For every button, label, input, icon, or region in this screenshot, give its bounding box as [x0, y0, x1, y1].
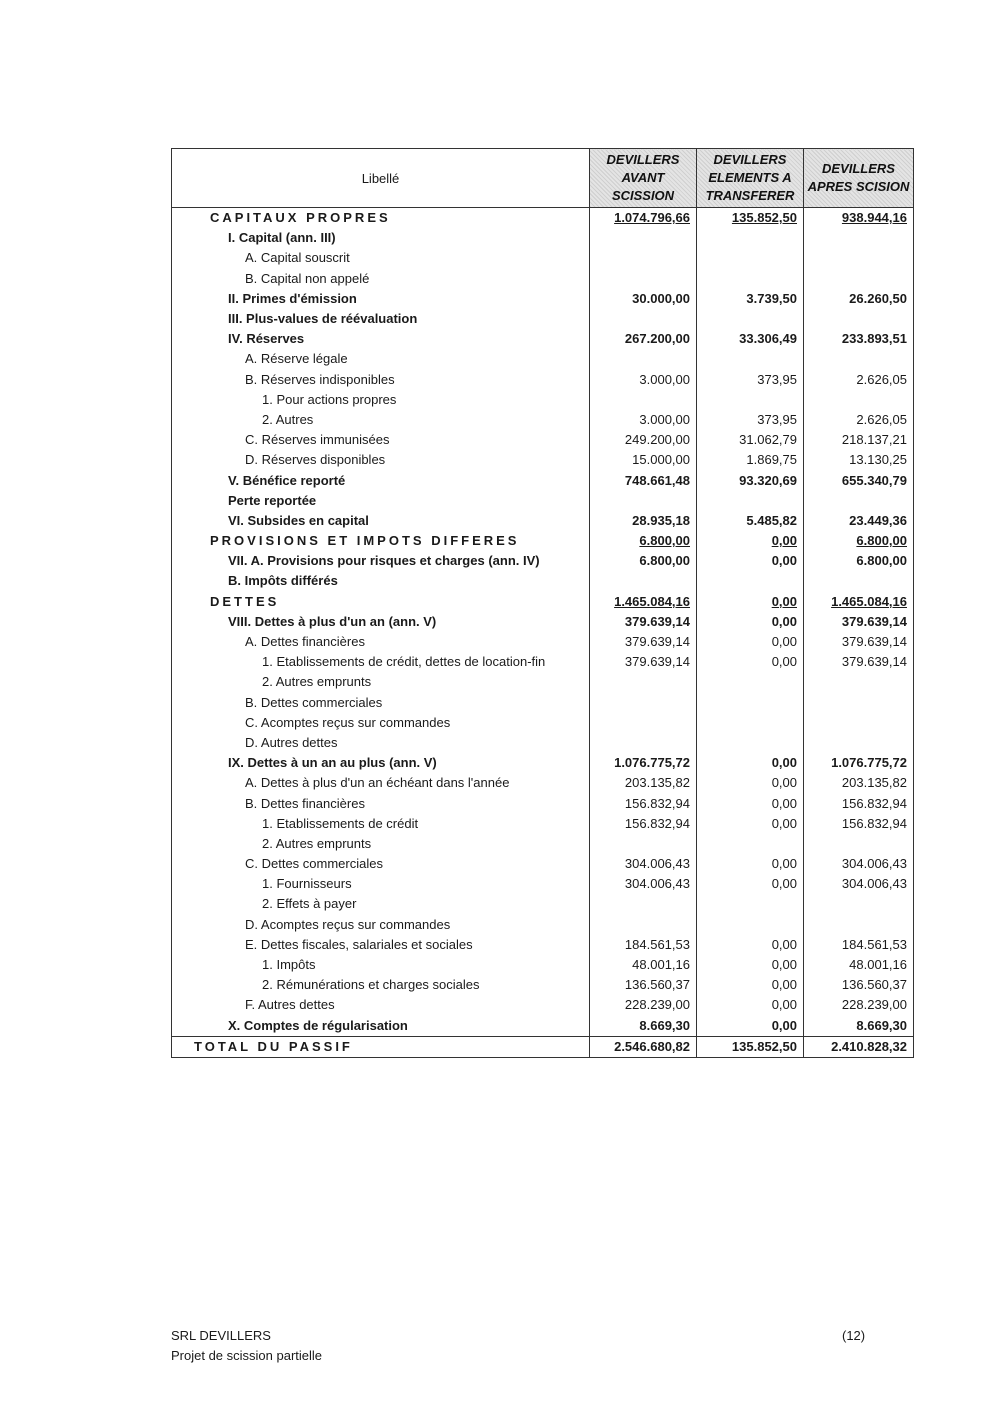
value-avant-scission [590, 672, 697, 692]
row-label: 2. Autres emprunts [172, 834, 590, 854]
table-row [172, 410, 914, 430]
row-label: 2. Autres [172, 410, 590, 430]
header-col2-line2: ELEMENTS A [708, 170, 792, 185]
value-avant-scission: 304.006,43 [590, 874, 697, 894]
value-elements-transferer [697, 571, 804, 591]
row-label: B. Dettes financières [172, 793, 590, 813]
value-avant-scission [590, 915, 697, 935]
value-avant-scission: 748.661,48 [590, 470, 697, 490]
table-row [172, 1036, 914, 1057]
value-apres-scision: 136.560,37 [804, 975, 914, 995]
value-elements-transferer [697, 915, 804, 935]
row-label: 2. Autres emprunts [172, 672, 590, 692]
row-label: VI. Subsides en capital [172, 511, 590, 531]
value-elements-transferer: 373,95 [697, 410, 804, 430]
value-elements-transferer [697, 491, 804, 511]
value-apres-scision: 203.135,82 [804, 773, 914, 793]
table-row [172, 773, 914, 793]
value-avant-scission [590, 349, 697, 369]
value-elements-transferer: 0,00 [697, 814, 804, 834]
value-avant-scission: 304.006,43 [590, 854, 697, 874]
value-avant-scission: 3.000,00 [590, 410, 697, 430]
passif-table-container [171, 148, 913, 1058]
value-elements-transferer: 5.485,82 [697, 511, 804, 531]
value-apres-scision: 26.260,50 [804, 289, 914, 309]
table-row [172, 470, 914, 490]
value-elements-transferer: 0,00 [697, 955, 804, 975]
value-elements-transferer: 0,00 [697, 995, 804, 1015]
header-col3-line1: DEVILLERS [822, 161, 895, 176]
value-elements-transferer: 0,00 [697, 773, 804, 793]
table-row [172, 612, 914, 632]
value-apres-scision: 379.639,14 [804, 652, 914, 672]
row-label: A. Réserve légale [172, 349, 590, 369]
table-row [172, 955, 914, 975]
row-label: 1. Impôts [172, 955, 590, 975]
header-col3-line2: APRES SCISION [807, 179, 910, 194]
value-avant-scission [590, 228, 697, 248]
value-avant-scission: 1.465.084,16 [590, 592, 697, 612]
row-label: A. Capital souscrit [172, 248, 590, 268]
value-avant-scission [590, 894, 697, 914]
value-avant-scission: 6.800,00 [590, 531, 697, 551]
page-number: (12) [842, 1328, 866, 1343]
row-label: IX. Dettes à un an au plus (ann. V) [172, 753, 590, 773]
header-col2-line3: TRANSFERER [705, 188, 795, 203]
row-label: B. Dettes commerciales [172, 693, 590, 713]
row-label: D. Réserves disponibles [172, 450, 590, 470]
table-row [172, 208, 914, 229]
value-avant-scission: 203.135,82 [590, 773, 697, 793]
value-elements-transferer [697, 390, 804, 410]
value-avant-scission: 136.560,37 [590, 975, 697, 995]
row-label: X. Comptes de régularisation [172, 1016, 590, 1037]
value-avant-scission [590, 491, 697, 511]
value-avant-scission [590, 834, 697, 854]
table-row [172, 834, 914, 854]
table-row [172, 511, 914, 531]
value-apres-scision: 156.832,94 [804, 793, 914, 813]
table-row [172, 329, 914, 349]
row-label: C. Acomptes reçus sur commandes [172, 713, 590, 733]
value-elements-transferer [697, 309, 804, 329]
value-apres-scision: 23.449,36 [804, 511, 914, 531]
value-elements-transferer: 1.869,75 [697, 450, 804, 470]
value-elements-transferer: 0,00 [697, 874, 804, 894]
passif-table [171, 148, 914, 1058]
value-elements-transferer [697, 834, 804, 854]
value-elements-transferer: 373,95 [697, 370, 804, 390]
header-col2-line1: DEVILLERS [713, 152, 787, 167]
header-libelle: Libellé [172, 149, 590, 208]
table-row [172, 370, 914, 390]
table-row [172, 248, 914, 268]
value-avant-scission: 379.639,14 [590, 632, 697, 652]
value-apres-scision [804, 672, 914, 692]
table-row [172, 551, 914, 571]
value-avant-scission [590, 248, 697, 268]
header-avant-scission [590, 149, 697, 208]
value-apres-scision: 184.561,53 [804, 935, 914, 955]
table-row [172, 652, 914, 672]
table-row [172, 531, 914, 551]
value-apres-scision [804, 713, 914, 733]
value-avant-scission: 249.200,00 [590, 430, 697, 450]
value-apres-scision: 6.800,00 [804, 551, 914, 571]
value-apres-scision [804, 248, 914, 268]
value-elements-transferer: 0,00 [697, 854, 804, 874]
value-avant-scission: 1.074.796,66 [590, 208, 697, 229]
value-elements-transferer: 93.320,69 [697, 470, 804, 490]
value-elements-transferer: 0,00 [697, 793, 804, 813]
value-apres-scision: 228.239,00 [804, 995, 914, 1015]
value-avant-scission: 2.546.680,82 [590, 1036, 697, 1057]
row-label: IV. Réserves [172, 329, 590, 349]
value-elements-transferer: 0,00 [697, 531, 804, 551]
footer-subtitle: Projet de scission partielle [171, 1348, 323, 1363]
header-col1-line2: AVANT [621, 170, 665, 185]
value-apres-scision: 156.832,94 [804, 814, 914, 834]
row-label: B. Réserves indisponibles [172, 370, 590, 390]
table-row [172, 733, 914, 753]
table-row [172, 793, 914, 813]
value-avant-scission: 28.935,18 [590, 511, 697, 531]
page-footer [171, 1326, 322, 1366]
value-elements-transferer: 0,00 [697, 592, 804, 612]
value-apres-scision: 13.130,25 [804, 450, 914, 470]
value-apres-scision [804, 349, 914, 369]
row-label: V. Bénéfice reporté [172, 470, 590, 490]
value-apres-scision [804, 834, 914, 854]
table-row [172, 309, 914, 329]
value-apres-scision: 2.626,05 [804, 370, 914, 390]
value-elements-transferer: 0,00 [697, 612, 804, 632]
value-elements-transferer [697, 672, 804, 692]
row-label: 1. Fournisseurs [172, 874, 590, 894]
row-label: A. Dettes à plus d'un an échéant dans l'année [172, 773, 590, 793]
row-label: I. Capital (ann. III) [172, 228, 590, 248]
value-apres-scision [804, 491, 914, 511]
row-label: TOTAL DU PASSIF [172, 1036, 590, 1057]
row-label: III. Plus-values de réévaluation [172, 309, 590, 329]
value-elements-transferer: 0,00 [697, 1016, 804, 1037]
value-apres-scision [804, 269, 914, 289]
table-row [172, 874, 914, 894]
table-row [172, 632, 914, 652]
value-avant-scission: 6.800,00 [590, 551, 697, 571]
row-label: B. Impôts différés [172, 571, 590, 591]
value-avant-scission: 379.639,14 [590, 652, 697, 672]
value-avant-scission: 15.000,00 [590, 450, 697, 470]
table-row [172, 753, 914, 773]
row-label: VIII. Dettes à plus d'un an (ann. V) [172, 612, 590, 632]
table-row [172, 894, 914, 914]
value-apres-scision: 48.001,16 [804, 955, 914, 975]
table-row [172, 693, 914, 713]
value-elements-transferer: 135.852,50 [697, 1036, 804, 1057]
value-apres-scision [804, 309, 914, 329]
row-label: 2. Effets à payer [172, 894, 590, 914]
table-row [172, 571, 914, 591]
row-label: 1. Etablissements de crédit, dettes de location-fin [172, 652, 590, 672]
table-row [172, 915, 914, 935]
row-label: II. Primes d'émission [172, 289, 590, 309]
value-avant-scission [590, 269, 697, 289]
row-label: Perte reportée [172, 491, 590, 511]
value-apres-scision [804, 894, 914, 914]
value-avant-scission: 228.239,00 [590, 995, 697, 1015]
table-row [172, 1016, 914, 1037]
value-elements-transferer [697, 733, 804, 753]
value-elements-transferer: 0,00 [697, 632, 804, 652]
header-col1-line1: DEVILLERS [606, 152, 680, 167]
row-label: VII. A. Provisions pour risques et charges (ann. IV) [172, 551, 590, 571]
value-elements-transferer [697, 248, 804, 268]
table-row [172, 592, 914, 612]
value-elements-transferer [697, 228, 804, 248]
value-apres-scision: 938.944,16 [804, 208, 914, 229]
value-avant-scission [590, 309, 697, 329]
value-avant-scission [590, 693, 697, 713]
value-apres-scision: 379.639,14 [804, 612, 914, 632]
value-elements-transferer [697, 713, 804, 733]
value-elements-transferer: 135.852,50 [697, 208, 804, 229]
row-label: C. Dettes commerciales [172, 854, 590, 874]
value-elements-transferer [697, 894, 804, 914]
row-label: F. Autres dettes [172, 995, 590, 1015]
value-apres-scision: 655.340,79 [804, 470, 914, 490]
value-avant-scission: 8.669,30 [590, 1016, 697, 1037]
value-apres-scision [804, 693, 914, 713]
value-elements-transferer: 0,00 [697, 935, 804, 955]
value-elements-transferer: 0,00 [697, 551, 804, 571]
value-apres-scision [804, 915, 914, 935]
value-avant-scission: 184.561,53 [590, 935, 697, 955]
value-elements-transferer: 31.062,79 [697, 430, 804, 450]
row-label: B. Capital non appelé [172, 269, 590, 289]
table-row [172, 995, 914, 1015]
value-avant-scission: 1.076.775,72 [590, 753, 697, 773]
value-avant-scission: 48.001,16 [590, 955, 697, 975]
row-label: C. Réserves immunisées [172, 430, 590, 450]
value-avant-scission [590, 713, 697, 733]
value-avant-scission: 267.200,00 [590, 329, 697, 349]
value-avant-scission: 379.639,14 [590, 612, 697, 632]
row-label: DETTES [172, 592, 590, 612]
row-label: PROVISIONS ET IMPOTS DIFFERES [172, 531, 590, 551]
value-avant-scission: 3.000,00 [590, 370, 697, 390]
value-apres-scision [804, 733, 914, 753]
header-col1-line3: SCISSION [611, 188, 675, 203]
value-apres-scision: 304.006,43 [804, 874, 914, 894]
row-label: D. Autres dettes [172, 733, 590, 753]
value-apres-scision: 1.076.775,72 [804, 753, 914, 773]
table-row [172, 491, 914, 511]
value-apres-scision [804, 571, 914, 591]
value-apres-scision: 218.137,21 [804, 430, 914, 450]
row-label: 1. Pour actions propres [172, 390, 590, 410]
table-row [172, 430, 914, 450]
table-row [172, 349, 914, 369]
row-label: D. Acomptes reçus sur commandes [172, 915, 590, 935]
row-label: A. Dettes financières [172, 632, 590, 652]
row-label: E. Dettes fiscales, salariales et sociales [172, 935, 590, 955]
value-elements-transferer: 0,00 [697, 652, 804, 672]
value-avant-scission: 156.832,94 [590, 793, 697, 813]
header-elements-transferer [697, 149, 804, 208]
table-row [172, 935, 914, 955]
value-avant-scission [590, 571, 697, 591]
value-apres-scision: 1.465.084,16 [804, 592, 914, 612]
value-apres-scision [804, 228, 914, 248]
table-row [172, 814, 914, 834]
row-label: 1. Etablissements de crédit [172, 814, 590, 834]
table-row [172, 672, 914, 692]
value-apres-scision: 6.800,00 [804, 531, 914, 551]
footer-company: SRL DEVILLERS [171, 1328, 271, 1343]
value-apres-scision: 379.639,14 [804, 632, 914, 652]
value-apres-scision: 2.626,05 [804, 410, 914, 430]
header-apres-scision [804, 149, 914, 208]
value-avant-scission [590, 733, 697, 753]
value-avant-scission: 30.000,00 [590, 289, 697, 309]
table-row [172, 269, 914, 289]
table-row [172, 228, 914, 248]
value-elements-transferer: 0,00 [697, 975, 804, 995]
table-row [172, 289, 914, 309]
value-elements-transferer: 3.739,50 [697, 289, 804, 309]
value-apres-scision: 8.669,30 [804, 1016, 914, 1037]
value-apres-scision: 304.006,43 [804, 854, 914, 874]
row-label: 2. Rémunérations et charges sociales [172, 975, 590, 995]
value-elements-transferer [697, 349, 804, 369]
value-elements-transferer [697, 269, 804, 289]
value-avant-scission: 156.832,94 [590, 814, 697, 834]
value-apres-scision: 2.410.828,32 [804, 1036, 914, 1057]
value-elements-transferer [697, 693, 804, 713]
row-label: CAPITAUX PROPRES [172, 208, 590, 229]
value-apres-scision: 233.893,51 [804, 329, 914, 349]
table-row [172, 450, 914, 470]
table-row [172, 390, 914, 410]
table-body [172, 208, 914, 1058]
value-apres-scision [804, 390, 914, 410]
table-row [172, 854, 914, 874]
value-elements-transferer: 0,00 [697, 753, 804, 773]
table-row [172, 975, 914, 995]
value-avant-scission [590, 390, 697, 410]
table-row [172, 713, 914, 733]
table-header-row [172, 149, 914, 208]
value-elements-transferer: 33.306,49 [697, 329, 804, 349]
